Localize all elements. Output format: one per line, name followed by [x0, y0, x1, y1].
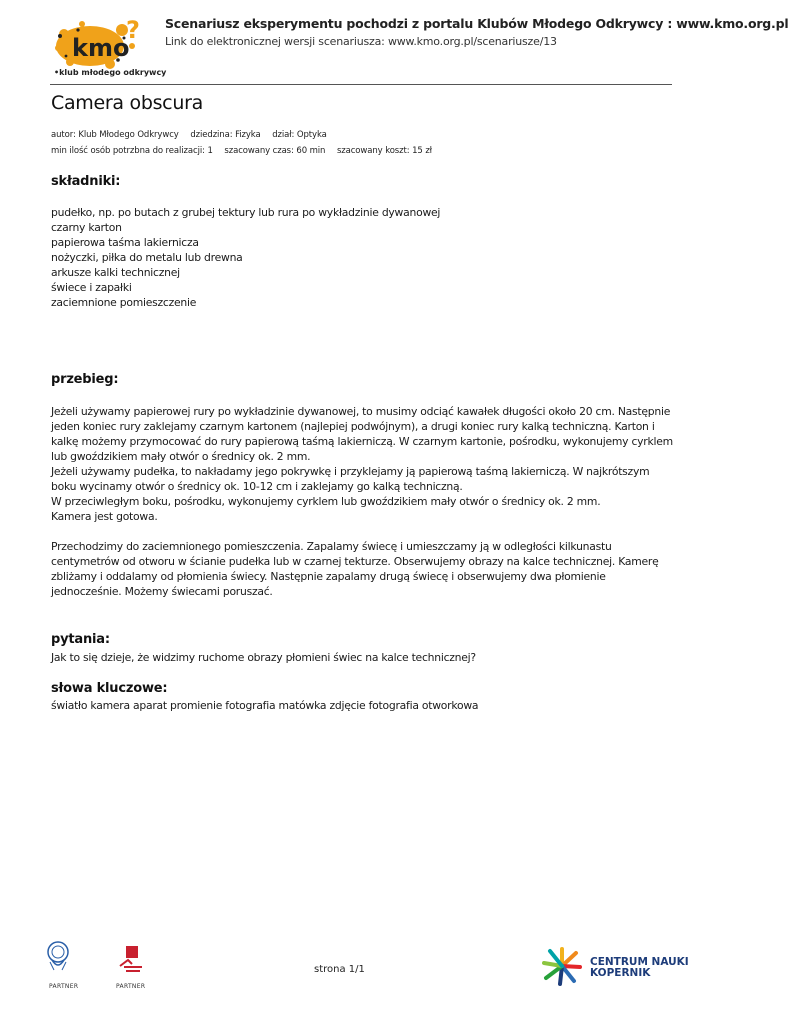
ingredient-item: arkusze kalki technicznej	[51, 266, 180, 279]
logo-question-mark: ?	[126, 16, 140, 44]
partner-label-2: PARTNER	[116, 983, 146, 990]
ingredient-item: nożyczki, piłka do metalu lub drewna	[51, 251, 243, 264]
procedure-body	[51, 404, 676, 599]
procedure-paragraph: Przechodzimy do zaciemnionego pomieszczenia. Zapalamy świecę i umieszczamy ją w odległości kilkunastu centymetrów od otworu w ścianie pudełka lub w czarnej tekturze. Obserwujemy obrazy na kalce technicznej. Kamerę zbliżamy i oddalamy od płomienia świecy. Następnie zapalamy drugą świecę i obserwujemy dwa płomienie jednocześnie. Możemy świecami poruszać.	[51, 540, 659, 598]
ingredient-item: świece i zapałki	[51, 281, 132, 294]
procedure-paragraph: Jeżeli używamy pudełka, to nakładamy jego pokrywkę i przyklejamy ją papierową taśmą lakierniczą. W najkrótszym boku wycinamy otwór o średnicy ok. 10-12 cm i zaklejamy go kalką techniczną.	[51, 465, 650, 493]
meta-cost: szacowany koszt: 15 zł	[336, 146, 432, 156]
ingredient-item: zaciemnione pomieszczenie	[51, 296, 197, 309]
meta-time: szacowany czas: 60 min	[224, 146, 326, 156]
ingredients-list	[51, 205, 676, 310]
procedure-paragraph: Kamera jest gotowa.	[51, 510, 158, 523]
partner-label-1: PARTNER	[49, 983, 79, 990]
header-divider	[50, 84, 672, 85]
header-source-line: Scenariusz eksperymentu pochodzi z portalu Klubów Młodego Odkrywcy : www.kmo.org.pl	[165, 16, 788, 31]
logo-subtitle: •klub młodego odkrywcy	[54, 68, 167, 77]
meta-branch: dział: Optyka	[272, 130, 327, 140]
ingredient-item: papierowa taśma lakiernicza	[51, 236, 199, 249]
page-title: Camera obscura	[51, 92, 203, 114]
keywords-text: światło kamera aparat promienie fotografia matówka zdjęcie fotografia otworkowa	[51, 699, 479, 712]
ingredient-item: pudełko, np. po butach z grubej tektury lub rura po wykładzinie dywanowej	[51, 206, 441, 219]
logo-text: kmo	[72, 34, 130, 62]
ingredient-item: czarny karton	[51, 221, 122, 234]
meta-field: dziedzina: Fizyka	[190, 130, 261, 140]
cnk-line-1: CENTRUM NAUKI	[590, 956, 689, 968]
meta-people: min ilość osób potrzbna do realizacji: 1	[51, 146, 213, 156]
cnk-logo-mark	[540, 945, 584, 987]
partner-logo-2	[118, 942, 148, 978]
kmo-logo	[52, 16, 167, 78]
cnk-name	[590, 957, 689, 979]
procedure-heading: przebieg:	[51, 372, 119, 387]
questions-text: Jak to się dzieje, że widzimy ruchome obrazy płomieni świec na kalce technicznej?	[51, 651, 476, 664]
page-number: strona 1/1	[314, 964, 365, 975]
meta-row-2	[51, 146, 441, 156]
procedure-paragraph: W przeciwległym boku, pośrodku, wykonujemy cyrklem lub gwoździkiem mały otwór o średnicy ok. 2 mm.	[51, 495, 601, 508]
cnk-line-2: KOPERNIK	[590, 967, 651, 979]
partner-logo-1	[46, 940, 70, 980]
partner-emblem-icon	[118, 942, 148, 976]
ingredients-heading: składniki:	[51, 174, 121, 189]
questions-heading: pytania:	[51, 632, 110, 647]
meta-row-1	[51, 130, 336, 140]
cnk-star-icon	[540, 945, 584, 987]
procedure-paragraph: Jeżeli używamy papierowej rury po wykładzinie dywanowej, to musimy odciąć kawałek długości około 20 cm. Następnie jeden koniec rury zaklejamy czarnym kartonem (najlepiej podwójnym), a drugi koniec rury kalką techniczną. Karton i kalkę możemy przymocować do rury papierową taśmą lakierniczą. W czarnym kartonie, pośrodku, wykonujemy cyrklem lub gwoździkiem mały otwór o średnicy ok. 2 mm.	[51, 405, 673, 463]
meta-author: autor: Klub Młodego Odkrywcy	[51, 130, 179, 140]
partner-seal-icon	[46, 940, 70, 976]
header-link-line: Link do elektronicznej wersji scenariusza: www.kmo.org.pl/scenariusze/13	[165, 35, 557, 48]
keywords-heading: słowa kluczowe:	[51, 681, 168, 696]
